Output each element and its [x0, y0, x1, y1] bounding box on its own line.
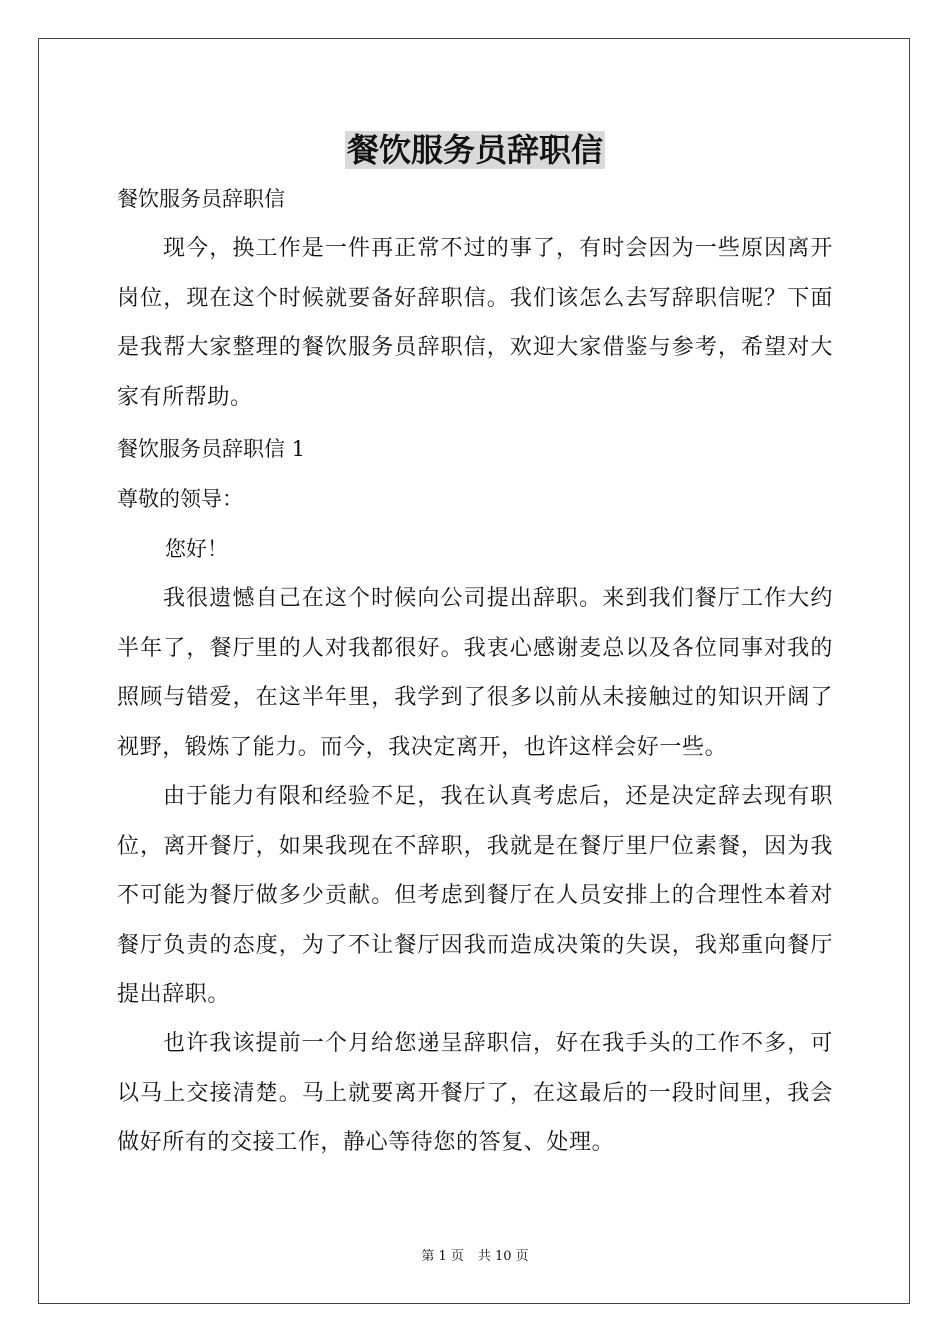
title-text: 餐饮服务员辞职信 [346, 131, 603, 169]
page-number: 第 1 页 [421, 1249, 464, 1264]
page-footer [0, 1248, 950, 1266]
document-title [0, 128, 950, 172]
intro-paragraph: 现今，换工作是一件再正常不过的事了，有时会因为一些原因离开岗位，现在这个时候就要备好辞职信。我们该怎么去写辞职信呢？下面是我帮大家整理的餐饮服务员辞职信，欢迎大家借鉴与参考，希望对大家有所帮助。 [117, 236, 833, 410]
greeting: 您好！ [165, 537, 228, 561]
page-total: 共 10 页 [477, 1249, 529, 1264]
body-paragraph-2: 由于能力有限和经验不足，我在认真考虑后，还是决定辞去现有职位，离开餐厅，如果我现在不辞职，我就是在餐厅里尸位素餐，因为我不可能为餐厅做多少贡献。但考虑到餐厅在人员安排上的合理性本着对餐厅负责的态度，为了不让餐厅因我而造成决策的失误，我郑重向餐厅提出辞职。 [117, 784, 833, 1007]
body-paragraph-3: 也许我该提前一个月给您递呈辞职信，好在我手头的工作不多，可以马上交接清楚。马上就要离开餐厅了，在这最后的一段时间里，我会做好所有的交接工作，静心等待您的答复、处理。 [117, 1031, 833, 1155]
body-paragraph-1: 我很遗憾自己在这个时候向公司提出辞职。来到我们餐厅工作大约半年了，餐厅里的人对我都很好。我衷心感谢麦总以及各位同事对我的照顾与错爱，在这半年里，我学到了很多以前从未接触过的知识开阔了视野，锻炼了能力。而今，我决定离开，也许这样会好一些。 [117, 586, 833, 760]
document-subtitle: 餐饮服务员辞职信 [117, 187, 285, 211]
section-heading: 餐饮服务员辞职信 1 [117, 437, 306, 461]
salutation: 尊敬的领导： [117, 487, 243, 511]
